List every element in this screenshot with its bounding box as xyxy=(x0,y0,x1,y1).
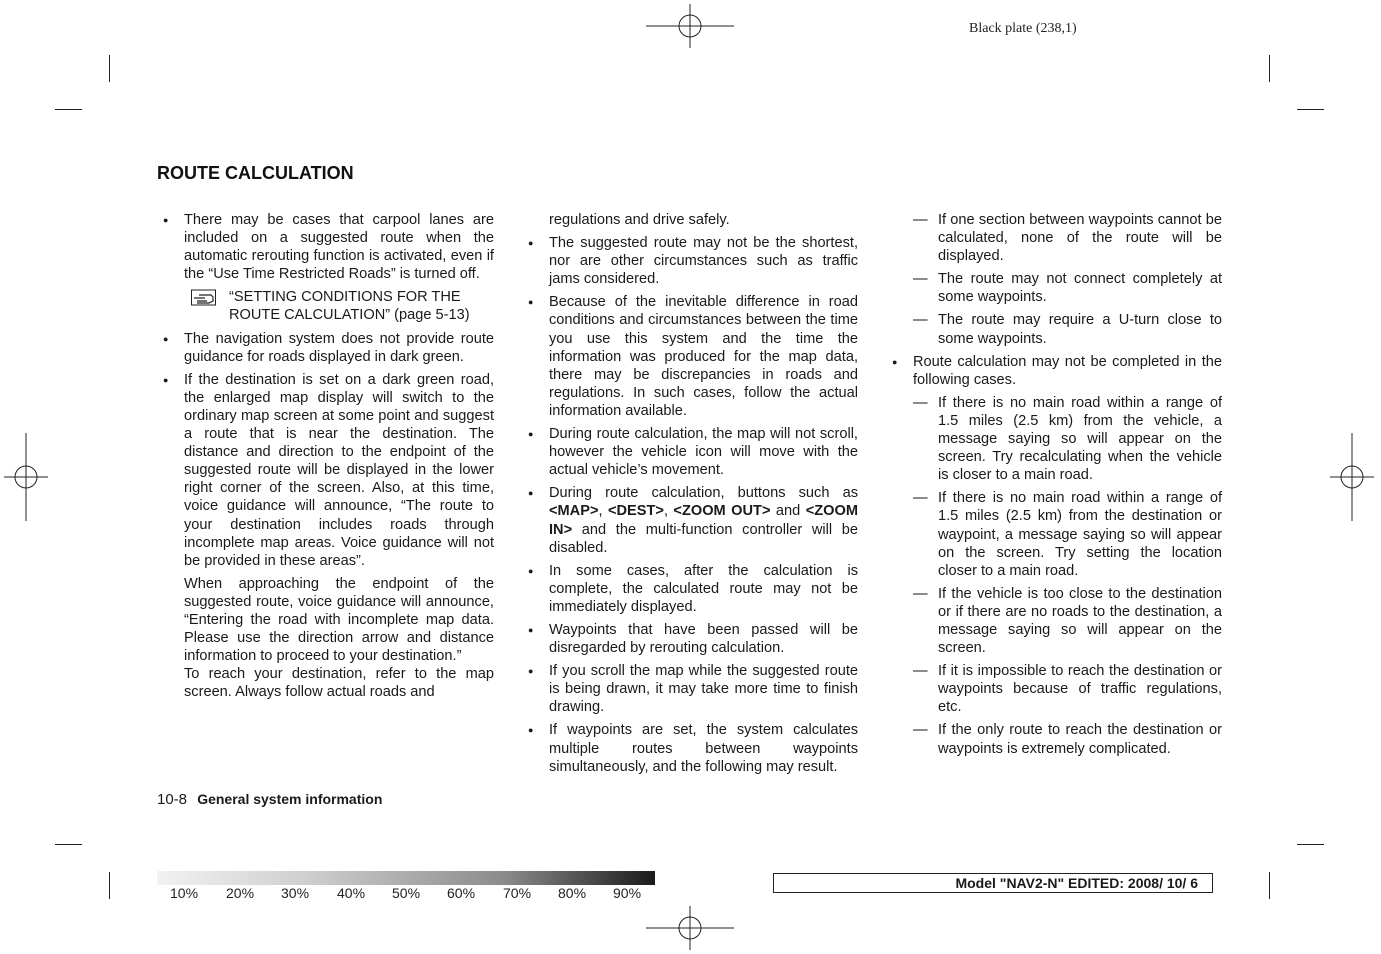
bullet-item: ● If waypoints are set, the system calculates multiple routes between waypoints simultaneously, and the following may result. xyxy=(526,721,858,775)
plate-label: Black plate (238,1) xyxy=(969,21,1077,36)
bullet-text: and the multi-function controller will be disabled. xyxy=(549,521,858,556)
section-title: ROUTE CALCULATION xyxy=(157,163,354,183)
zoom-out-button-label: <ZOOM OUT> xyxy=(673,503,771,520)
column-2 xyxy=(526,211,858,781)
dash-item xyxy=(890,489,1222,579)
crop-mark xyxy=(55,109,82,110)
crop-mark xyxy=(1297,109,1324,110)
pointing-hand-icon xyxy=(191,289,217,306)
bullet-item: ● In some cases, after the calculation is complete, the calculated route may not be immediately displayed. xyxy=(526,562,858,616)
dash-mark: — xyxy=(913,722,928,739)
bullet-item: ● If the destination is set on a dark green road, the enlarged map display will switch to the ordinary map screen at some point and suggest a route that is near the destination. The distance and direction to the endpoint of the suggested route will be displayed in the lower right corner of the screen. Also, at this time, voice guidance will announce, “The route to your destination includes roads through incomplete map areas. Voice guidance will not be provided in these areas”. xyxy=(161,371,494,570)
dash-text: If there is no main road within a range of 1.5 miles (2.5 km) from the destination or waypoint, a message saying so will appear on the screen. Try setting the location closer to a main road. xyxy=(938,490,1222,579)
dash-text: If it is impossible to reach the destination or waypoints because of traffic regulations, etc. xyxy=(938,663,1222,716)
dash-mark: — xyxy=(913,663,928,680)
registration-mark-bottom xyxy=(646,906,734,950)
bullet-item: ● Route calculation may not be completed in the following cases. xyxy=(890,353,1222,389)
column-1 xyxy=(161,211,494,701)
dash-item xyxy=(890,311,1222,347)
crop-mark xyxy=(1297,844,1324,845)
registration-mark-top xyxy=(646,4,734,48)
section-name: General system information xyxy=(197,791,383,807)
bullet-item: ● During route calculation, buttons such as <MAP>, <DEST>, <ZOOM OUT> and <ZOOM IN> and the multi-function controller will be disabled. xyxy=(526,484,858,556)
gray-scale-label: 60% xyxy=(447,885,476,901)
gray-scale-label: 50% xyxy=(392,885,421,901)
dash-text: If there is no main road within a range of 1.5 miles (2.5 km) from the vehicle, a message saying so will appear on the screen. Try recalculating when the vehicle is closer to a main road. xyxy=(938,394,1222,484)
dest-button-label: <DEST> xyxy=(607,503,664,520)
dash-text: The route may not connect completely at some waypoints. xyxy=(938,271,1222,306)
dash-text: If the vehicle is too close to the destination or if there are no roads to the destination, a message saying so will appear on the screen. xyxy=(938,585,1222,657)
paragraph: To reach your destination, refer to the map screen. Always follow actual roads and xyxy=(184,666,494,701)
gray-scale-label: 30% xyxy=(281,885,310,901)
crop-mark xyxy=(109,55,110,82)
gray-scale-label: 10% xyxy=(170,885,199,901)
dash-mark: — xyxy=(913,212,928,228)
dash-item xyxy=(890,721,1222,757)
gray-scale-label: 20% xyxy=(226,885,255,901)
crop-mark xyxy=(109,872,110,899)
gray-scale-label: 70% xyxy=(503,885,532,901)
conjunction-text: and xyxy=(775,503,801,520)
dash-item xyxy=(890,211,1222,265)
dash-text: If the only route to reach the destination or waypoints is extremely complicated. xyxy=(938,722,1222,757)
page-number: 10-8 xyxy=(157,791,188,808)
column-3 xyxy=(890,211,1222,763)
model-info-box xyxy=(773,873,1213,893)
bullet-item: ● If you scroll the map while the suggested route is being drawn, it may take more time to finish drawing. xyxy=(526,662,858,716)
dash-item xyxy=(890,394,1222,484)
registration-mark-right xyxy=(1330,433,1374,521)
bullet-text: During route calculation, buttons such as xyxy=(549,485,858,502)
paragraph: When approaching the endpoint of the suggested route, voice guidance will announce, “Entering the road with incomplete map data. Please use the direction arrow and distance information to proceed to your destination.” xyxy=(184,575,494,665)
reference-link[interactable] xyxy=(161,288,494,324)
zoom-in-button-label: <ZOOM IN> xyxy=(549,503,859,538)
crop-mark xyxy=(55,844,82,845)
dash-mark: — xyxy=(913,312,928,329)
continued-text: regulations and drive safely. xyxy=(549,212,730,228)
dash-mark: — xyxy=(913,394,928,411)
bullet-item: ● Waypoints that have been passed will be disregarded by rerouting calculation. xyxy=(526,621,858,657)
dash-item xyxy=(890,270,1222,306)
bullet-item: ● Because of the inevitable difference in road conditions and circumstances between the time you use this system and the time the information was produced for the map data, there may be discrepancies in roads and regulations. In such cases, follow the actual information available. xyxy=(526,293,858,420)
model-info-text: Model "NAV2-N" EDITED: 2008/ 10/ 6 xyxy=(955,875,1198,891)
dash-item xyxy=(890,662,1222,716)
dash-item xyxy=(890,585,1222,657)
dash-text: If one section between waypoints cannot be calculated, none of the route will be displayed. xyxy=(938,212,1222,265)
dash-mark: — xyxy=(913,490,928,507)
reference-text: “SETTING CONDITIONS FOR THE ROUTE CALCULATION” (page 5-13) xyxy=(229,289,470,324)
gray-scale-label: 80% xyxy=(558,885,587,901)
registration-mark-left xyxy=(4,433,48,521)
bullet-item: ● There may be cases that carpool lanes are included on a suggested route when the automatic rerouting function is activated, even if the “Use Time Restricted Roads” is turned off. xyxy=(161,211,494,283)
bullet-item: ● During route calculation, the map will not scroll, however the vehicle icon will move with the actual vehicle’s movement. xyxy=(526,425,858,479)
gray-scale-bar xyxy=(157,871,655,885)
crop-mark xyxy=(1269,872,1270,899)
dash-mark: — xyxy=(913,271,928,288)
dash-mark: — xyxy=(913,585,928,602)
crop-mark xyxy=(1269,55,1270,82)
map-button-label: <MAP> xyxy=(549,503,599,520)
dash-text: The route may require a U-turn close to some waypoints. xyxy=(938,312,1222,347)
bullet-item: ● The suggested route may not be the shortest, nor are other circumstances such as traffic jams considered. xyxy=(526,234,858,288)
bullet-item: ● The navigation system does not provide route guidance for roads displayed in dark green. xyxy=(161,330,494,366)
gray-scale-label: 90% xyxy=(613,885,642,901)
page-footer xyxy=(157,791,382,808)
gray-scale-label: 40% xyxy=(337,885,366,901)
